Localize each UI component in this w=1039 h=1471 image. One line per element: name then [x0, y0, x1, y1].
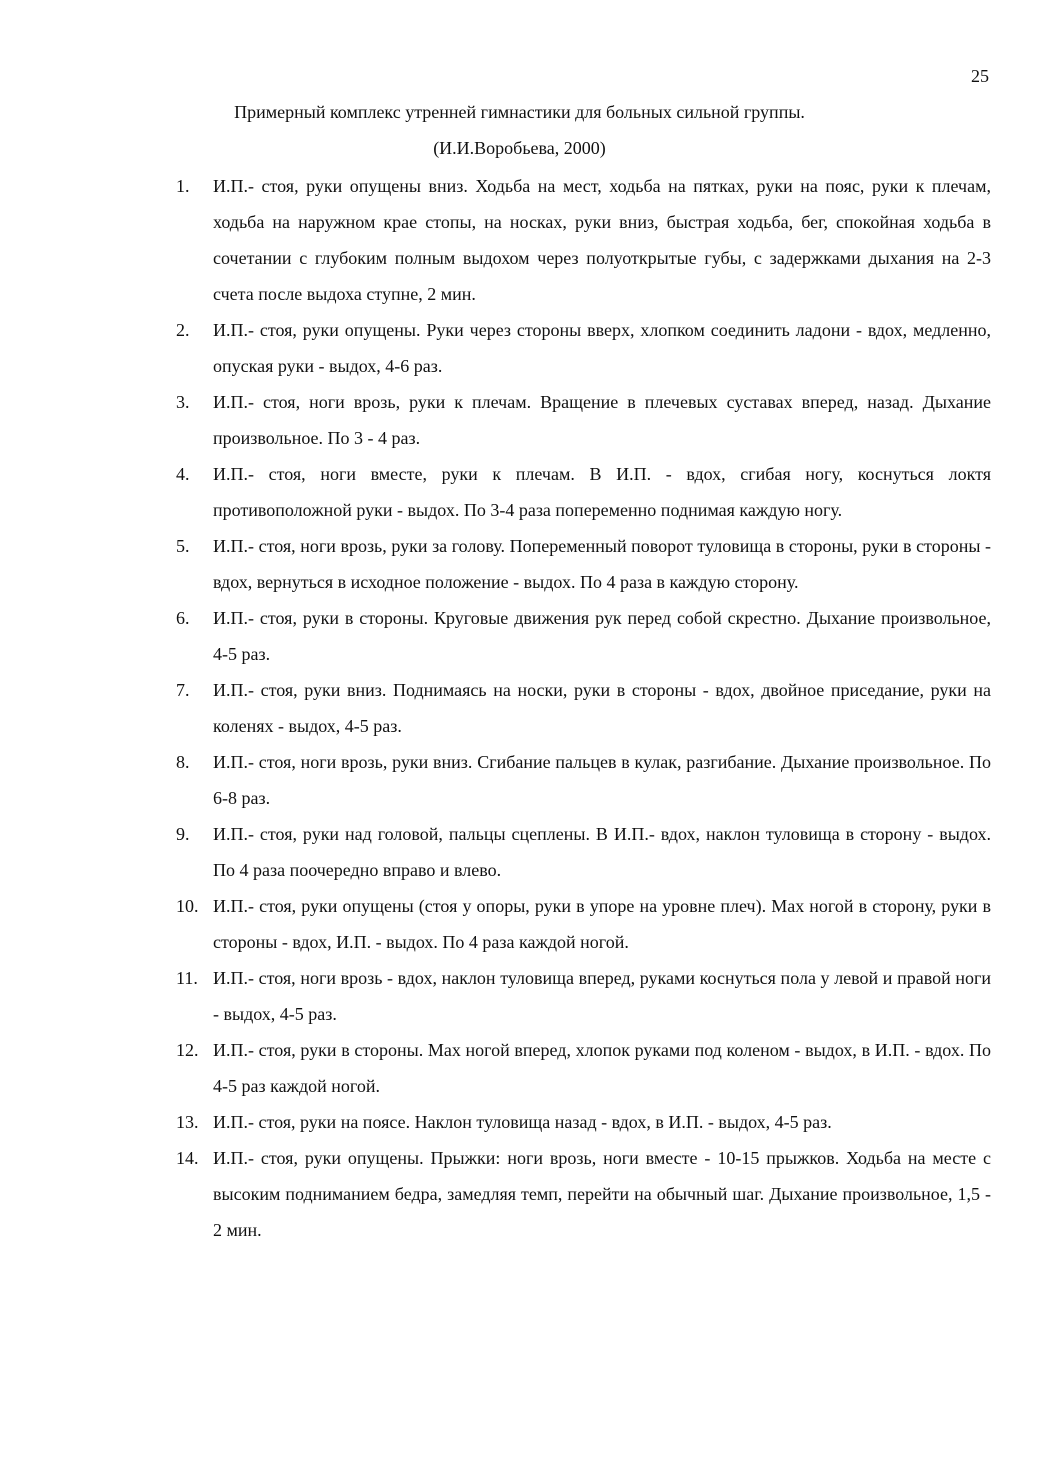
exercise-text: И.П.- стоя, руки над головой, пальцы сцеплены. В И.П.- вдох, наклон туловища в сторону - выдох. По 4 раза поочередно вправо и влево.	[213, 824, 991, 880]
exercise-number: 3.	[176, 392, 190, 412]
exercise-number: 14.	[176, 1148, 199, 1168]
exercise-text: И.П.- стоя, ноги врозь - вдох, наклон туловища вперед, руками коснуться пола у левой и правой ноги - выдох, 4-5 раз.	[213, 968, 991, 1024]
exercise-number: 5.	[176, 536, 190, 556]
document-subtitle: (И.И.Воробьева, 2000)	[433, 138, 606, 158]
exercise-item	[176, 888, 991, 960]
exercise-text: И.П.- стоя, руки опущены. Руки через стороны вверх, хлопком соединить ладони - вдох, медленно, опуская руки - выдох, 4-6 раз.	[213, 320, 991, 376]
exercise-text: И.П.- стоя, ноги вместе, руки к плечам. В И.П. - вдох, сгибая ногу, коснуться локтя противоположной руки - выдох. По 3-4 раза попеременно поднимая каждую ногу.	[213, 464, 991, 520]
exercise-item	[176, 312, 991, 384]
exercise-number: 1.	[176, 176, 190, 196]
exercise-text: И.П.- стоя, руки опущены вниз. Ходьба на мест, ходьба на пятках, руки на пояс, руки к плечам, ходьба на наружном крае стопы, на носках, руки вниз, быстрая ходьба, бег, спокойная ходьба в сочетании с глубоким полным выдохом через полуоткрытые губы, с задержками дыхания на 2-3 счета после выдоха ступне, 2 мин.	[213, 176, 991, 304]
exercise-text: И.П.- стоя, руки вниз. Поднимаясь на носки, руки в стороны - вдох, двойное приседание, руки на коленях - выдох, 4-5 раз.	[213, 680, 991, 736]
exercise-item	[176, 1032, 991, 1104]
exercise-number: 13.	[176, 1112, 199, 1132]
exercise-text: И.П.- стоя, руки на поясе. Наклон туловища назад - вдох, в И.П. - выдох, 4-5 раз.	[213, 1112, 832, 1132]
exercise-number: 9.	[176, 824, 190, 844]
exercise-item	[176, 744, 991, 816]
exercise-number: 10.	[176, 896, 199, 916]
exercise-text: И.П.- стоя, руки в стороны. Мах ногой вперед, хлопок руками под коленом - выдох, в И.П. - вдох. По 4-5 раз каждой ногой.	[213, 1040, 991, 1096]
exercise-number: 2.	[176, 320, 190, 340]
exercise-item	[176, 816, 991, 888]
exercise-text: И.П.- стоя, ноги врозь, руки к плечам. Вращение в плечевых суставах вперед, назад. Дыхание произвольное. По 3 - 4 раз.	[213, 392, 991, 448]
exercise-number: 12.	[176, 1040, 199, 1060]
exercise-item	[176, 1140, 991, 1248]
exercise-item	[176, 672, 991, 744]
exercise-number: 7.	[176, 680, 190, 700]
exercise-item	[176, 600, 991, 672]
exercise-number: 6.	[176, 608, 190, 628]
exercise-text: И.П.- стоя, ноги врозь, руки за голову. Попеременный поворот туловища в стороны, руки в стороны - вдох, вернуться в исходное положение - выдох. По 4 раза в каждую сторону.	[213, 536, 991, 592]
exercise-item	[176, 960, 991, 1032]
exercise-list	[176, 168, 991, 1248]
exercise-item	[176, 456, 991, 528]
exercise-text: И.П.- стоя, ноги врозь, руки вниз. Сгибание пальцев в кулак, разгибание. Дыхание произвольное. По 6-8 раз.	[213, 752, 991, 808]
exercise-text: И.П.- стоя, руки в стороны. Круговые движения рук перед собой скрестно. Дыхание произвольное, 4-5 раз.	[213, 608, 991, 664]
exercise-number: 11.	[176, 968, 198, 988]
exercise-number: 4.	[176, 464, 190, 484]
exercise-item	[176, 1104, 991, 1140]
exercise-item	[176, 528, 991, 600]
document-title: Примерный комплекс утренней гимнастики для больных сильной группы.	[234, 102, 805, 122]
page-number: 25	[971, 66, 989, 86]
exercise-item	[176, 168, 991, 312]
exercise-text: И.П.- стоя, руки опущены. Прыжки: ноги врозь, ноги вместе - 10-15 прыжков. Ходьба на месте с высоким подниманием бедра, замедляя темп, перейти на обычный шаг. Дыхание произвольное, 1,5 - 2 мин.	[213, 1148, 991, 1240]
exercise-item	[176, 384, 991, 456]
exercise-text: И.П.- стоя, руки опущены (стоя у опоры, руки в упоре на уровне плеч). Мах ногой в сторону, руки в стороны - вдох, И.П. - выдох. По 4 раза каждой ногой.	[213, 896, 991, 952]
exercise-number: 8.	[176, 752, 190, 772]
